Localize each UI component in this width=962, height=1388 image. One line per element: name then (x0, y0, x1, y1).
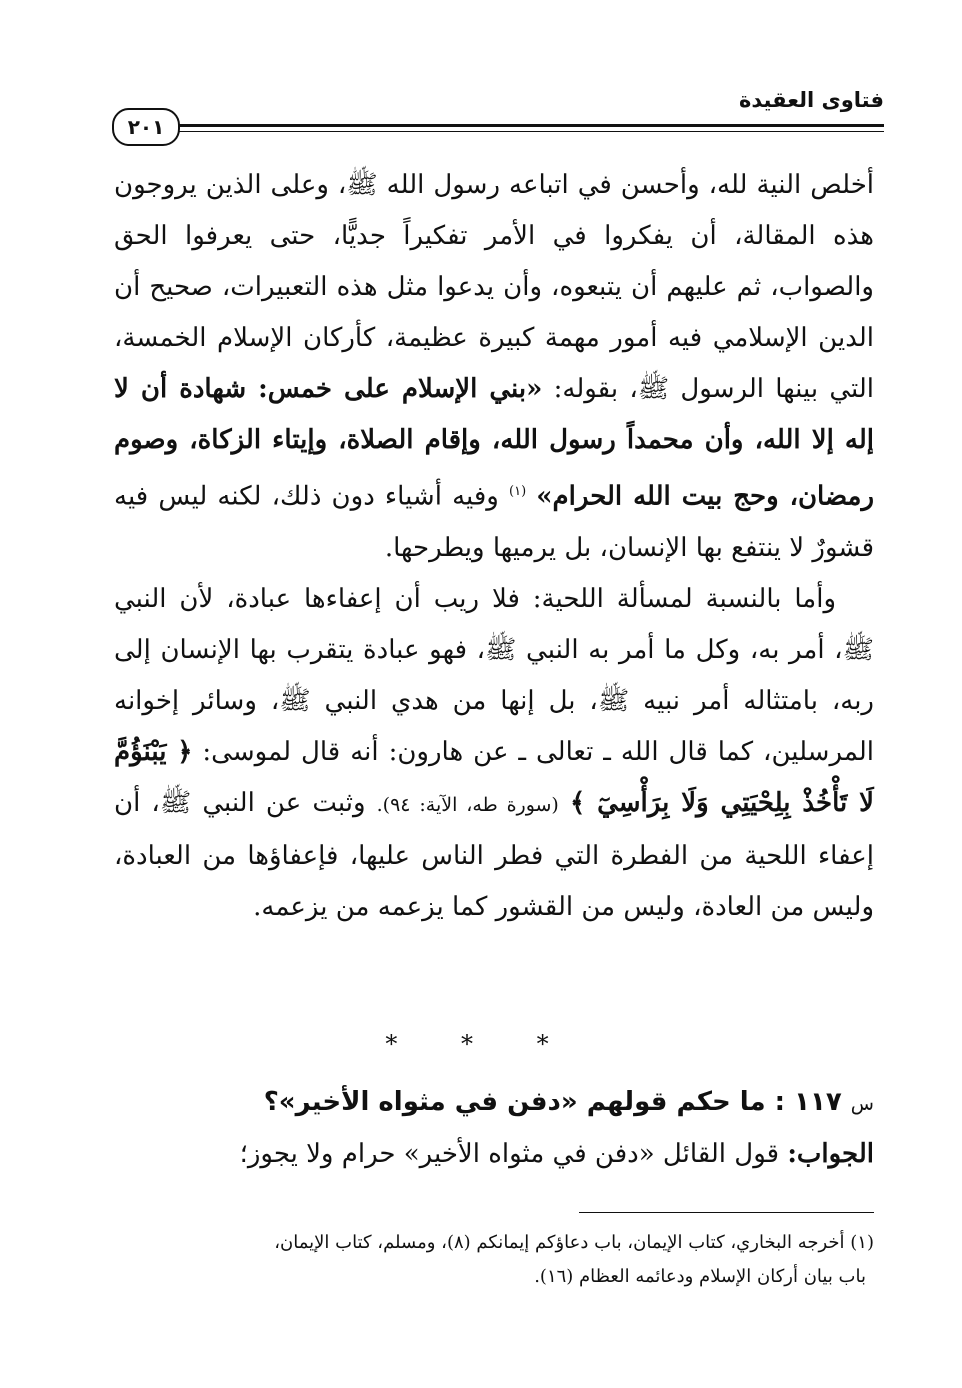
paragraph-2-text-a: وأما بالنسبة لمسألة اللحية: فلا ريب أن إعفاءها عبادة، لأن النبي ﷺ، أمر به، وكل ما أمر به النبي ﷺ، فهو عبادة يتقرب بها الإنسان إلى ربه، بامتثاله أمر نبيه ﷺ، بل إنها من هدي النبي ﷺ، وسائر إخوانه المرسلين، كما قال الله ـ تعالى ـ عن هارون: أنه قال لموسى: (114, 583, 874, 767)
answer (114, 1132, 874, 1176)
question-marker: س (850, 1093, 874, 1115)
running-title: فتاوى العقيدة (739, 88, 884, 112)
hadith-quote: «بني الإسلام على خمس: شهادة أن لا إله إلا الله، وأن محمداً رسول الله، وإقام الصلاة، وإيتاء الزكاة، وصوم رمضان، وحج بيت الله الحرام» (114, 374, 875, 512)
page-number-frame (112, 108, 180, 146)
paragraph-2 (114, 574, 874, 933)
section-separator: * * * (385, 1030, 577, 1058)
question-number: ١١٧ (794, 1087, 842, 1117)
answer-text: قول القائل «دفن في مثواه الأخير» حرام ولا يجوز؛ (239, 1139, 780, 1169)
footnote (114, 1226, 874, 1294)
footnote-reference: (١) (509, 484, 527, 499)
paragraph-1-text-b: وفيه أشياء دون ذلك، لكنه ليس فيه قشورٌ لا ينتفع بها الإنسان، بل يرميها ويطرحها. (114, 481, 874, 563)
quran-verse: ﴿ يَبْنَؤُمَّ لَا تَأْخُذْ بِلِحْيَتِي وَلَا بِرَأْسِيٓ ﴾ (114, 736, 874, 818)
footnote-divider (579, 1212, 874, 1213)
header-rule-thick (172, 124, 884, 127)
question-colon: : (765, 1087, 786, 1117)
footnote-line-1: (١) أخرجه البخاري، كتاب الإيمان، باب دعاؤكم إيمانكم (٨)، ومسلم، كتاب الإيمان، (274, 1232, 874, 1253)
page-number: ٢٠١ (127, 115, 165, 139)
question-heading (114, 1080, 874, 1126)
footnote-line-2: باب بيان أركان الإسلام ودعائمه العظام (١٦). (534, 1266, 866, 1287)
header-rule-thin (172, 131, 884, 132)
main-text (114, 160, 874, 933)
paragraph-1 (114, 160, 874, 574)
verse-reference: (سورة طه، الآية: ٩٤). (376, 793, 559, 816)
answer-label: الجواب: (787, 1139, 874, 1169)
paragraph-2-text-b: وثبت عن النبي ﷺ، أن إعفاء اللحية من الفطرة التي فطر الناس عليها، فإعفاؤها من العبادة، وليس من العادة، وليس من القشور كما يزعمه من يزعمه. (114, 787, 874, 922)
page-header (112, 88, 884, 148)
question-text: ما حكم قولهم «دفن في مثواه الأخير»؟ (263, 1087, 766, 1117)
paragraph-1-text-a: أخلص النية لله، وأحسن في اتباعه رسول الله ﷺ، وعلى الذين يروجون هذه المقالة، أن يفكروا في الأمر تفكيراً جديًّا، حتى يعرفوا الحق والصواب، ثم عليهم أن يتبعوه، وأن يدعوا مثل هذه التعبيرات، صحيح أن الدين الإسلامي فيه أمور مهمة كبيرة عظيمة، كأركان الإسلام الخمسة، التي بينها الرسول ﷺ، بقوله: (114, 170, 874, 404)
